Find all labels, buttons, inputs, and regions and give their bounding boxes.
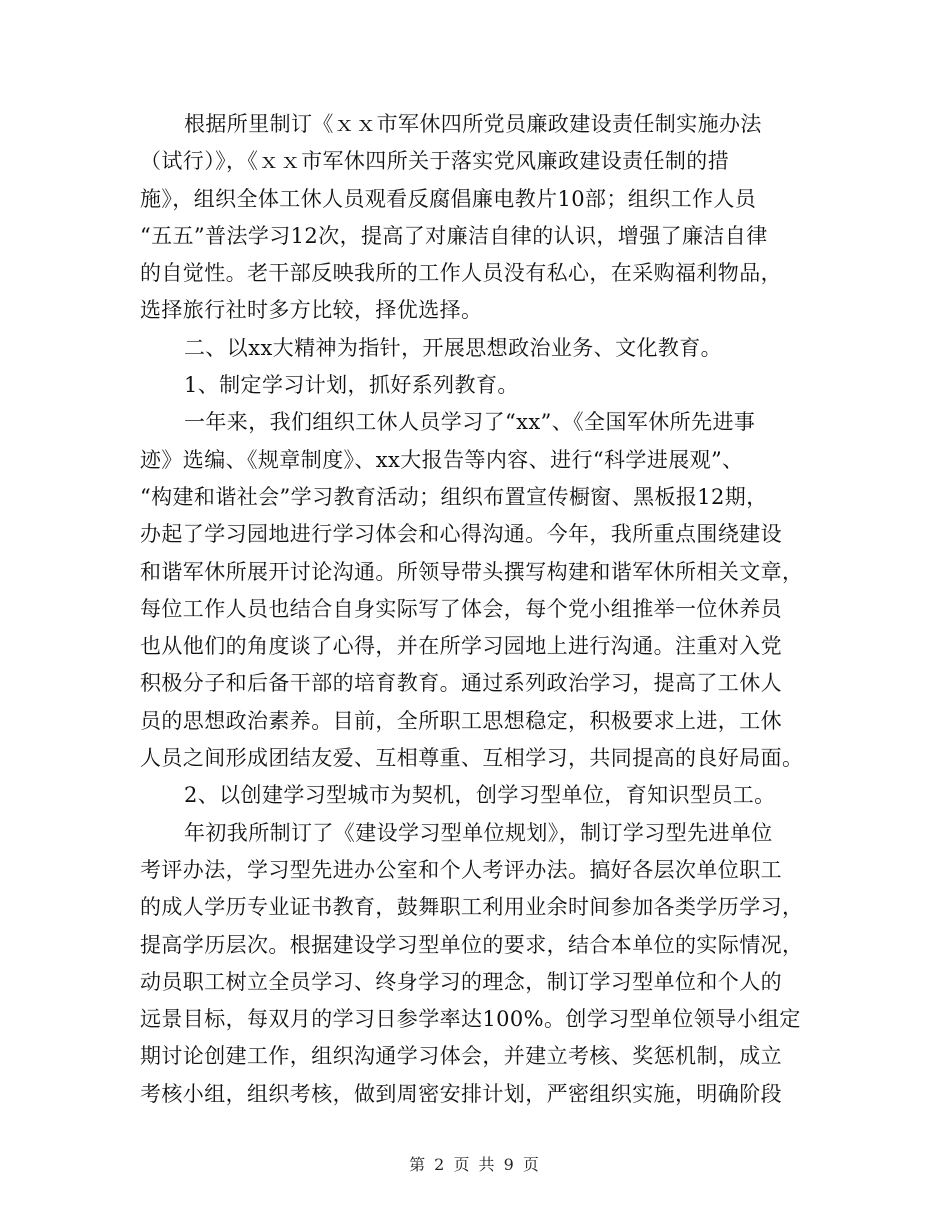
paragraph-line: 也从他们的角度谈了心得，并在所学习园地上进行沟通。注重对入党: [140, 634, 782, 659]
document-body: [140, 106, 810, 1113]
paragraph-line: 每位工作人员也结合自身实际写了体会，每个党小组推举一位休养员: [140, 596, 782, 621]
subsection-heading: 1、制定学习计划，抓好系列教育。: [184, 373, 519, 398]
paragraph-line: 的成人学历专业证书教育，鼓舞职工利用业余时间参加各类学历学习，: [140, 895, 804, 920]
paragraph-line: 办起了学习园地进行学习体会和心得沟通。今年，我所重点围绕建设: [140, 522, 782, 547]
paragraph-line: 年初我所制订了《建设学习型单位规划》，制订学习型先进单位: [184, 820, 773, 845]
paragraph-line: 期讨论创建工作，组织沟通学习体会，并建立考核、奖惩机制，成立: [140, 1044, 782, 1069]
paragraph-line: 人员之间形成团结友爱、互相尊重、互相学习，共同提高的良好局面。: [140, 746, 804, 771]
paragraph-line: 迹》选编、《规章制度》、xx大报告等内容、进行“科学进展观”、: [140, 447, 744, 472]
page-number-footer: 第 2 页 共 9 页: [409, 1155, 541, 1174]
section-heading: 二、以xx大精神为指针，开展思想政治业务、文化教育。: [184, 335, 723, 360]
paragraph-line: “构建和谐社会”学习教育活动；组织布置宣传橱窗、黑板报12期，: [140, 484, 768, 509]
paragraph-line: 远景目标，每双月的学习日参学率达100%。创学习型单位领导小组定: [140, 1007, 801, 1032]
paragraph-line: 施》，组织全体工休人员观看反腐倡廉电教片10部；组织工作人员: [140, 186, 757, 211]
paragraph-line: 根据所里制订《ｘｘ市军休四所党员廉政建设责任制实施办法: [184, 112, 762, 136]
paragraph-line: 和谐军休所展开讨论沟通。所领导带头撰写构建和谐军休所相关文章，: [140, 559, 804, 584]
paragraph-line: 选择旅行社时多方比较，择优选择。: [140, 298, 483, 323]
paragraph-line: “五五”普法学习12次，提高了对廉洁自律的认识，增强了廉洁自律: [140, 223, 768, 248]
paragraph-line: 动员职工树立全员学习、终身学习的理念，制订学习型单位和个人的: [140, 969, 782, 994]
paragraph-line: 考核小组，组织考核，做到周密安排计划，严密组织实施，明确阶段: [140, 1081, 782, 1106]
paragraph-line: 员的思想政治素养。目前，全所职工思想稳定，积极要求上进，工休: [140, 708, 782, 733]
paragraph-line: 一年来，我们组织工休人员学习了“xx”、《全国军休所先进事: [184, 410, 756, 435]
paragraph-line: 考评办法，学习型先进办公室和个人考评办法。搞好各层次单位职工: [140, 857, 782, 882]
paragraph-line: 积极分子和后备干部的培育教育。通过系列政治学习，提高了工休人: [140, 671, 782, 696]
paragraph-line: （试行）》，《ｘｘ市军休四所关于落实党风廉政建设责任制的措: [140, 149, 730, 174]
paragraph-line: 的自觉性。老干部反映我所的工作人员没有私心，在采购福利物品，: [140, 261, 782, 286]
paragraph-line: 提高学历层次。根据建设学习型单位的要求，结合本单位的实际情况，: [140, 932, 804, 957]
subsection-heading: 2、以创建学习型城市为契机，创学习型单位，育知识型员工。: [184, 783, 776, 808]
